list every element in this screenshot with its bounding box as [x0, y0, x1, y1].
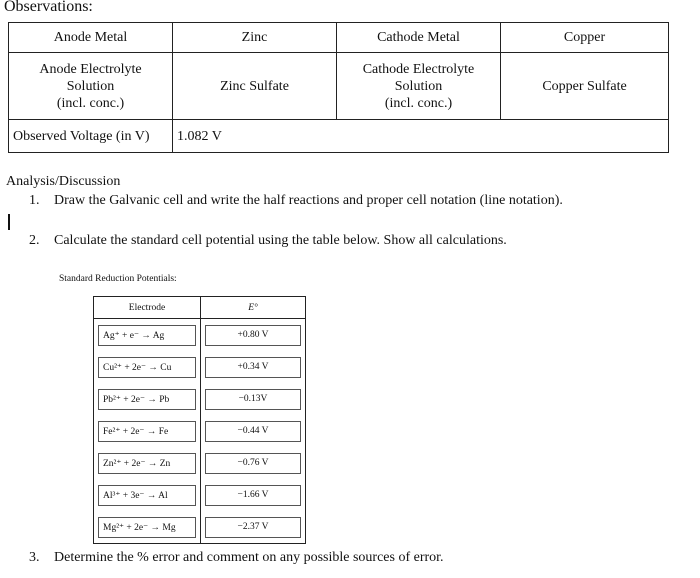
potential-cell: −0.76 V: [205, 453, 301, 474]
electrode-column-header: Electrode: [94, 297, 201, 319]
question-1-number: 1.: [29, 193, 40, 208]
table-row: [94, 351, 306, 383]
table-row: [94, 415, 306, 447]
e-standard-column-header: E°: [201, 297, 306, 319]
srp-caption: Standard Reduction Potentials:: [59, 274, 177, 284]
question-2-text: Calculate the standard cell potential using the table below. Show all calculations.: [54, 233, 507, 248]
electrode-cell: Zn²⁺ + 2e⁻ → Zn: [98, 453, 196, 474]
observed-voltage-label: Observed Voltage (in V): [9, 120, 173, 153]
table-row: [94, 511, 306, 544]
label-line: (incl. conc.): [56, 95, 125, 111]
anode-electrolyte-label: [9, 53, 173, 120]
electrode-cell: Al³⁺ + 3e⁻ → Al: [98, 485, 196, 506]
potential-cell: −0.44 V: [205, 421, 301, 442]
electrode-cell: Cu²⁺ + 2e⁻ → Cu: [98, 357, 196, 378]
question-3-number: 3.: [29, 550, 40, 565]
question-3-text: Determine the % error and comment on any possible sources of error.: [54, 550, 444, 565]
observations-table: [8, 22, 669, 153]
cathode-electrolyte-value: Copper Sulfate: [501, 53, 669, 120]
table-row: [9, 23, 669, 53]
label-line: Solution: [66, 78, 115, 94]
electrode-cell: Pb²⁺ + 2e⁻ → Pb: [98, 389, 196, 410]
standard-reduction-potentials-table: [93, 296, 306, 544]
observed-voltage-value: 1.082 V: [173, 120, 669, 153]
table-row: [94, 479, 306, 511]
label-line: Solution: [394, 78, 443, 94]
potential-cell: +0.34 V: [205, 357, 301, 378]
table-row: [9, 120, 669, 153]
anode-electrolyte-value: Zinc Sulfate: [173, 53, 337, 120]
table-row: [94, 383, 306, 415]
anode-metal-label: Anode Metal: [9, 23, 173, 53]
table-header-row: [94, 297, 306, 319]
label-line: (incl. conc.): [384, 95, 453, 111]
question-1-text: Draw the Galvanic cell and write the half reactions and proper cell notation (line notation).: [54, 193, 563, 208]
electrode-cell: Mg²⁺ + 2e⁻ → Mg: [98, 517, 196, 538]
analysis-heading: Analysis/Discussion: [6, 174, 121, 189]
table-row: [94, 447, 306, 479]
text-cursor: [8, 214, 10, 230]
potential-cell: +0.80 V: [205, 325, 301, 346]
label-line: Cathode Electrolyte: [362, 61, 475, 77]
label-line: Anode Electrolyte: [39, 61, 142, 77]
cathode-electrolyte-label: [337, 53, 501, 120]
observations-heading: Observations:: [4, 0, 93, 15]
question-2-number: 2.: [29, 233, 40, 248]
potential-cell: −0.13V: [205, 389, 301, 410]
electrode-cell: Ag⁺ + e⁻ → Ag: [98, 325, 196, 346]
potential-cell: −2.37 V: [205, 517, 301, 538]
table-row: [94, 319, 306, 352]
potential-cell: −1.66 V: [205, 485, 301, 506]
table-row: [9, 53, 669, 120]
cathode-metal-value: Copper: [501, 23, 669, 53]
electrode-cell: Fe²⁺ + 2e⁻ → Fe: [98, 421, 196, 442]
anode-metal-value: Zinc: [173, 23, 337, 53]
cathode-metal-label: Cathode Metal: [337, 23, 501, 53]
